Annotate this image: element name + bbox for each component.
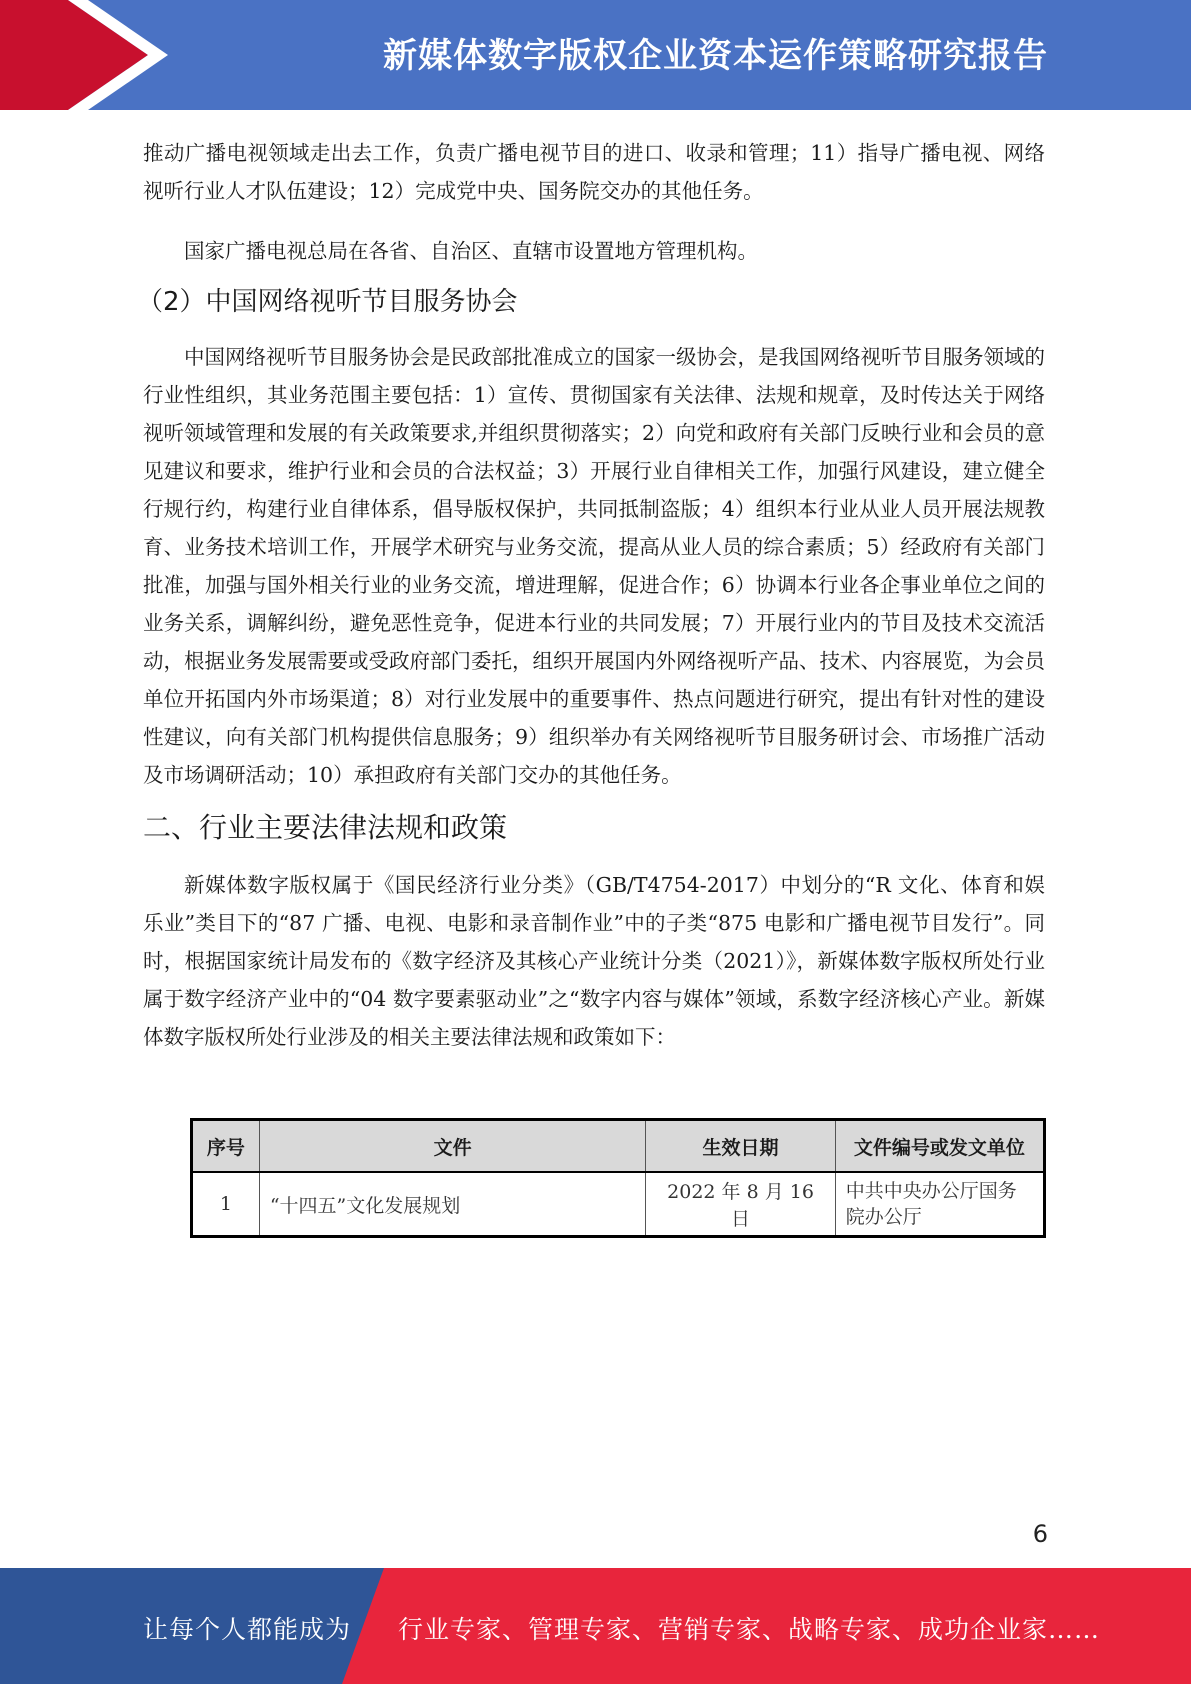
paragraph-continuation: 推动广播电视领域走出去工作，负责广播电视节目的进口、收录和管理；11）指导广播电视、网络视听行业人才队伍建设；12）完成党中央、国务院交办的其他任务。 [143,141,1045,203]
page-number: 6 [1032,1520,1048,1548]
report-footer [0,1568,1191,1684]
cell-no: 1 [192,1172,260,1237]
report-title: 新媒体数字版权企业资本运作策略研究报告 [383,36,1048,76]
policy-table [190,1118,1046,1238]
col-header-effective-date: 生效日期 [646,1120,835,1173]
subsection-heading: （2）中国网络视听节目服务协会 [137,287,518,317]
cell-issuer: 中共中央办公厅国务院办公厅 [835,1172,1044,1237]
paragraph-local-agencies: 国家广播电视总局在各省、自治区、直辖市设置地方管理机构。 [184,239,758,263]
table-row [192,1172,1045,1237]
section-heading: 二、行业主要法律法规和政策 [143,811,508,844]
paragraph-association: 中国网络视听节目服务协会是民政部批准成立的国家一级协会，是我国网络视听节目服务领域的行业性组织，其业务范围主要包括：1）宣传、贯彻国家有关法律、法规和规章，及时传达关于网络视听领域管理和发展的有关政策要求,并组织贯彻落实；2）向党和政府有关部门反映行业和会员的意见建议和要求，维护行业和会员的合法权益；3）开展行业自律相关工作，加强行风建设，建立健全行规行约，构建行业自律体系，倡导版权保护，共同抵制盗版；4）组织本行业从业人员开展法规教育、业务技术培训工作，开展学术研究与业务交流，提高从业人员的综合素质；5）经政府有关部门批准，加强与国外相关行业的业务交流，增进理解，促进合作；6）协调本行业各企事业单位之间的业务关系，调解纠纷，避免恶性竞争，促进本行业的共同发展；7）开展行业内的节目及技术交流活动，根据业务发展需要或受政府部门委托，组织开展国内外网络视听产品、技术、内容展览，为会员单位开拓国内外市场渠道；8）对行业发展中的重要事件、热点问题进行研究，提出有针对性的建设性建议，向有关部门机构提供信息服务；9）组织举办有关网络视听节目服务研讨会、市场推广活动及市场调研活动；10）承担政府有关部门交办的其他任务。 [143,345,1045,787]
col-header-issuer: 文件编号或发文单位 [835,1120,1044,1173]
main-content [137,134,1045,1056]
policy-table-wrapper [190,1118,1046,1238]
footer-slogan-right: 行业专家、管理专家、营销专家、战略专家、成功企业家…… [398,1615,1101,1644]
footer-slogan-left: 让每个人都能成为 [143,1615,352,1644]
paragraph-industry-classification: 新媒体数字版权属于《国民经济行业分类》（GB/T4754-2017）中划分的“R 文化、体育和娱乐业”类目下的“87 广播、电视、电影和录音制作业”中的子类“875 电影和广播电视节目发行”。同时，根据国家统计局发布的《数字经济及其核心产业统计分类（2021）》，新媒体数字版权所处行业属于数字经济产业中的“04 数字要素驱动业”之“数字内容与媒体”领域，系数字经济核心产业。新媒体数字版权所处行业涉及的相关主要法律法规和政策如下： [143,873,1045,1049]
cell-document: “十四五”文化发展规划 [259,1172,646,1237]
report-header [0,0,1191,110]
cell-effective-date: 2022 年 8 月 16 日 [646,1172,835,1237]
col-header-no: 序号 [192,1120,260,1173]
table-header-row [192,1120,1045,1173]
col-header-document: 文件 [259,1120,646,1173]
